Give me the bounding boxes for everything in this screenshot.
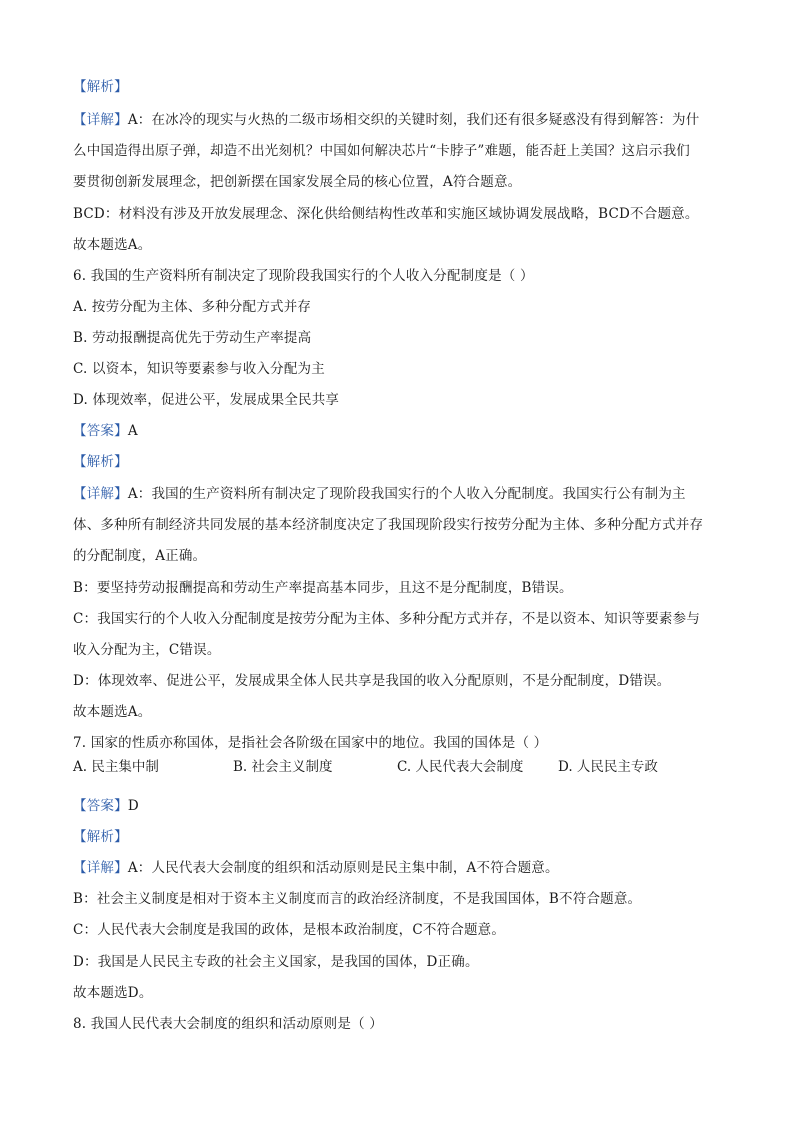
text-line: 收入分配为主，C错误。 <box>73 642 221 658</box>
option-d: D. 人民民主专政 <box>558 759 658 775</box>
section-label: 【解析】 <box>73 454 128 470</box>
line-text: D <box>127 798 139 814</box>
option-c: C. 人民代表大会制度 <box>397 759 524 775</box>
line-text: A <box>127 423 138 439</box>
option-a: A. 民主集中制 <box>73 759 159 775</box>
text-line: B. 劳动报酬提高优先于劳动生产率提高 <box>73 330 312 346</box>
text-line: 8. 我国人民代表大会制度的组织和活动原则是（ ） <box>73 1016 383 1032</box>
inline-label: 【详解】 <box>73 112 128 128</box>
line-text: A：在冰冷的现实与火热的二级市场相交织的关键时刻，我们还有很多疑惑没有得到解答：为什 <box>127 112 700 128</box>
text-line: 故本题选D。 <box>73 985 153 1001</box>
text-line: 么中国造得出原子弹，却造不出光刻机？中国如何解决芯片“卡脖子”难题，能否赶上美国？这启示我们 <box>73 143 691 159</box>
line-text: A：人民代表大会制度的组织和活动原则是民主集中制，A不符合题意。 <box>127 860 559 876</box>
text-line: B：社会主义制度是相对于资本主义制度而言的政治经济制度，不是我国国体，B不符合题意。 <box>73 891 642 907</box>
text-line: 要贯彻创新发展理念，把创新摆在国家发展全局的核心位置，A符合题意。 <box>73 174 522 190</box>
text-line <box>73 856 559 876</box>
text-line: D：体现效率、促进公平，发展成果全体人民共享是我国的收入分配原则，不是分配制度，D错误。 <box>73 673 671 689</box>
line-text: A：我国的生产资料所有制决定了现阶段我国实行的个人收入分配制度。我国实行公有制为主 <box>127 486 686 502</box>
text-line <box>73 482 686 502</box>
text-line: 的分配制度，A正确。 <box>73 548 207 564</box>
inline-label: 【答案】 <box>73 798 128 814</box>
text-line: C：我国实行的个人收入分配制度是按劳分配为主体、多种分配方式并存，不是以资本、知识等要素参与 <box>73 611 701 627</box>
text-line: B：要坚持劳动报酬提高和劳动生产率提高基本同步，且这不是分配制度，B错误。 <box>73 580 573 596</box>
section-label: 【解析】 <box>73 829 128 845</box>
text-line <box>73 794 139 814</box>
text-line: 7. 国家的性质亦称国体，是指社会各阶级在国家中的地位。我国的国体是（ ） <box>73 735 548 751</box>
text-line: BCD：材料没有涉及开放发展理念、深化供给侧结构性改革和实施区域协调发展战略，BCD不合题意。 <box>73 206 699 222</box>
text-line: A. 按劳分配为主体、多种分配方式并存 <box>73 299 312 315</box>
text-line: 体、多种所有制经济共同发展的基本经济制度决定了我国现阶段实行按劳分配为主体、多种分配方式并存 <box>73 517 704 533</box>
text-line: D：我国是人民民主专政的社会主义国家，是我国的国体，D正确。 <box>73 954 479 970</box>
inline-label: 【详解】 <box>73 860 128 876</box>
text-line: D. 体现效率，促进公平，发展成果全民共享 <box>73 392 340 408</box>
inline-label: 【答案】 <box>73 423 128 439</box>
text-line: 6. 我国的生产资料所有制决定了现阶段我国实行的个人收入分配制度是（ ） <box>73 268 534 284</box>
inline-label: 【详解】 <box>73 486 128 502</box>
text-line: 故本题选A。 <box>73 704 152 720</box>
text-line: C：人民代表大会制度是我国的政体，是根本政治制度，C不符合题意。 <box>73 922 506 938</box>
text-line: C. 以资本，知识等要素参与收入分配为主 <box>73 361 325 377</box>
text-line <box>73 419 138 439</box>
option-b: B. 社会主义制度 <box>233 759 333 775</box>
text-line <box>73 108 699 128</box>
section-label: 【解析】 <box>73 79 128 95</box>
text-line: 故本题选A。 <box>73 237 152 253</box>
